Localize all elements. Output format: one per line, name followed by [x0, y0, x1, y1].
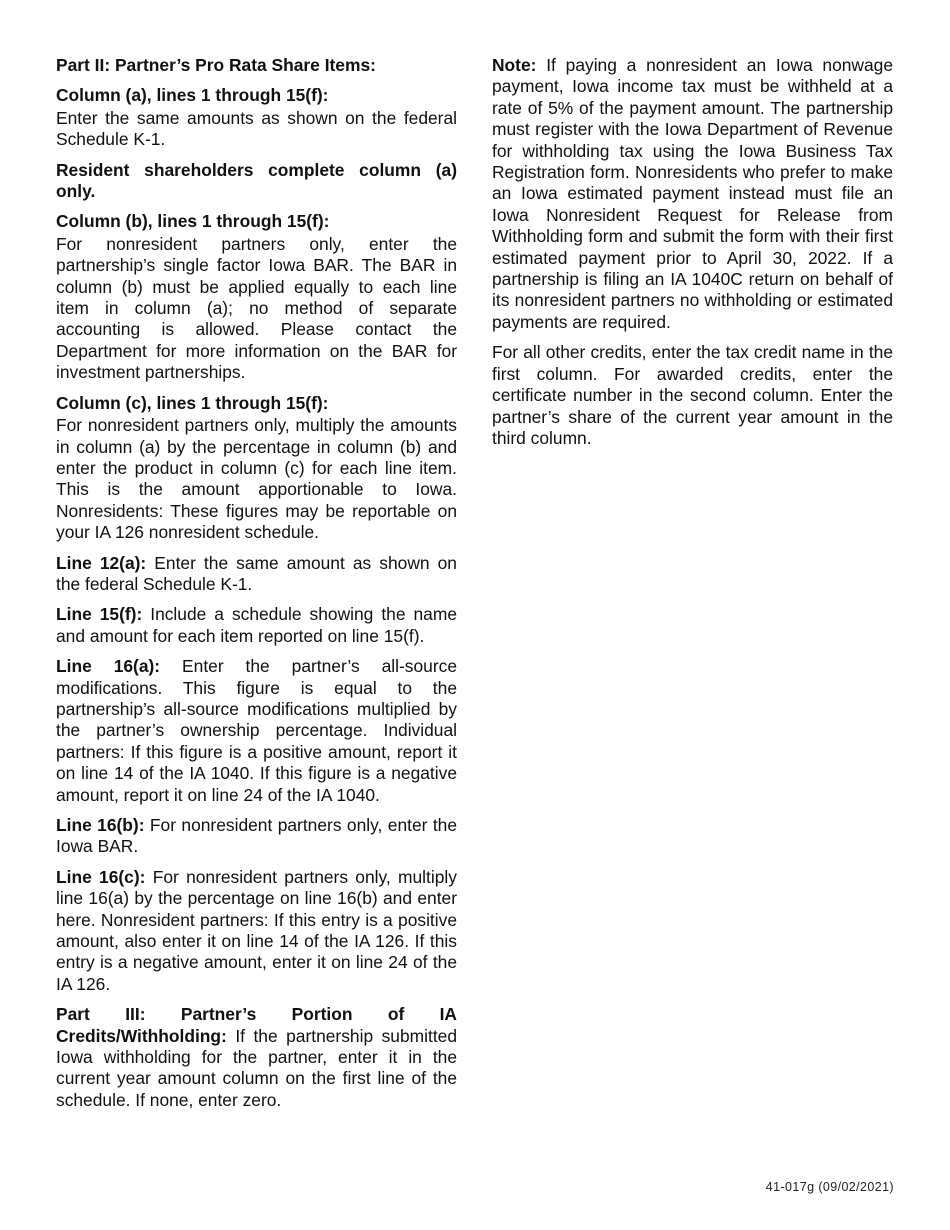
line-15f-paragraph [56, 604, 457, 647]
column-c-text: For nonresident partners only, multiply the amounts in column (a) by the percentage in column (b) and enter the product in column (c) for each line item. This is the amount apportionable to Iowa. Nonresidents: These figures may be reportable on your IA 126 nonresident schedule. [56, 415, 457, 543]
line-16a-paragraph [56, 656, 457, 806]
line-16b-text: For nonresident partners only, enter the Iowa BAR. [56, 815, 457, 857]
column-a-heading: Column (a), lines 1 through 15(f): [56, 85, 329, 106]
line-15f-text: Include a schedule showing the name and amount for each item reported on line 15(f). [56, 604, 457, 646]
line-12a-paragraph [56, 553, 457, 596]
part3-text: If the partnership submitted Iowa withholding for the partner, enter it in the current year amount column on the first line of the schedule. If none, enter zero. [56, 1025, 457, 1110]
line-12a-label: Line 12(a): [56, 552, 147, 573]
column-a-text: Enter the same amounts as shown on the federal Schedule K-1. [56, 107, 457, 150]
part3-paragraph [56, 1004, 457, 1111]
column-b-heading: Column (b), lines 1 through 15(f): [56, 211, 330, 232]
resident-note: Resident shareholders complete column (a) only. [56, 159, 457, 202]
withholding-note-paragraph [492, 55, 893, 333]
right-column [492, 55, 893, 458]
column-b-text: For nonresident partners only, enter the partnership’s single factor Iowa BAR. The BAR in column (b) must be applied equally to each line item in column (a); no method of separate accounting is allowed. Please contact the Department for more information on the BAR for investment partnerships. [56, 233, 457, 383]
line-16c-paragraph [56, 867, 457, 995]
left-column [56, 55, 457, 1120]
credits-paragraph: For all other credits, enter the tax credit name in the first column. For awarded credits, enter the certificate number in the second column. Enter the partner’s share of the current year amount in the third column. [492, 342, 893, 448]
part3-label: Part III: Partner’s Portion of IA Credits/Withholding: [56, 1004, 457, 1046]
column-c-heading: Column (c), lines 1 through 15(f): [56, 392, 329, 413]
line-16a-text: Enter the partner’s all-source modifications. This figure is equal to the partnership’s all-source modifications multiplied by the partner’s ownership percentage. Individual partners: If this figure is a positive amount, report it on line 14 of the IA 1040. If this figure is a negative amount, report it on line 24 of the IA 1040. [56, 656, 457, 805]
line-16c-text: For nonresident partners only, multiply line 16(a) by the percentage on line 16(b) and enter here. Nonresident partners: If this entry is a positive amount, also enter it on line 14 of the IA 126. If this entry is a negative amount, enter it on line 24 of the IA 126. [56, 866, 457, 994]
note-label: Note: [492, 55, 537, 75]
line-16c-label: Line 16(c): [56, 866, 146, 887]
line-16b-label: Line 16(b): [56, 815, 145, 835]
note-text: If paying a nonresident an Iowa nonwage payment, Iowa income tax must be withheld at a rate of 5% of the payment amount. The partnership must register with the Iowa Department of Revenue for withholding tax using the Iowa Business Tax Registration form. Nonresidents who prefer to make an Iowa estimated payment instead must file an Iowa Nonresident Request for Release from Withholding form and submit the form with their first estimated payment prior to April 30, 2022. If a partnership is filing an IA 1040C return on behalf of its nonresident partners no withholding or estimated payments are required. [492, 55, 893, 332]
line-16b-paragraph [56, 815, 457, 858]
part2-title: Part II: Partner’s Pro Rata Share Items: [56, 55, 376, 75]
line-12a-text: Enter the same amount as shown on the federal Schedule K-1. [56, 552, 457, 594]
line-16a-label: Line 16(a): [56, 656, 161, 677]
line-15f-label: Line 15(f): [56, 604, 143, 625]
form-id-footer: 41-017g (09/02/2021) [765, 1180, 894, 1194]
